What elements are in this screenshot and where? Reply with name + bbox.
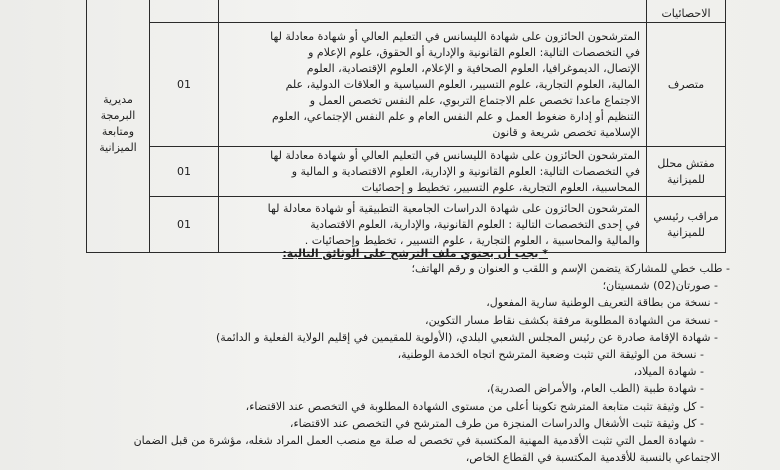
document-item: - نسخة من بطاقة التعريف الوطنية سارية المفعول، [486, 296, 718, 310]
table-row-controller [87, 197, 726, 253]
grade-cell: متصرف [647, 23, 726, 147]
grade-cell: مفتش محلل للميزانية [647, 147, 726, 197]
document-item: - صورتان(02) شمسيتان؛ [602, 279, 718, 293]
condition-line: المترشحون الحائزون على شهادة الدراسات الجامعية التطبيقية أو شهادة معادلة لها [267, 201, 640, 215]
document-item-continuation: الاجتماعي بالنسبة للأقدمية المكتسبة في القطاع الخاص، [465, 451, 720, 465]
grade-cell: مراقب رئيسي للميزانية [647, 197, 726, 253]
condition-line: والمالية والمحاسبية ، العلوم التجارية ، علوم التسيير ، تخطيط وإحصائيات . [304, 233, 640, 247]
table-row-administrator [87, 23, 726, 147]
document-item: - كل وثيقة تثبت الأشغال والدراسات المنجزة من طرف المترشح في التخصص عند الاقتضاء، [289, 416, 704, 430]
department-cell [87, 0, 150, 253]
conditions-cell-top [219, 0, 647, 23]
condition-line: في التخصصات التالية: العلوم القانونية و الإدارية، العلوم الاقتصادية و المالية و [291, 164, 640, 178]
condition-line: في إحدى التخصصات التالية : العلوم القانونية، والإدارية، العلوم الاقتصادية [310, 217, 640, 231]
condition-line: في التخصصات التالية: العلوم القانونية والإدارية أو الحقوق، علوم الإعلام و [308, 45, 640, 59]
table-row-inspector [87, 147, 726, 197]
document-item: - شهادة العمل التي تثبت الأقدمية المهنية المكتسبة في تخصص له صلة مع منصب العمل المراد شغله، مؤشرة من قبل الضمان [133, 434, 704, 448]
conditions-cell [219, 147, 647, 197]
condition-line: الإتصال، الديموغرافيا، العلوم الصحافية و الإعلام، العلوم الإقتصادية، العلوم [306, 61, 640, 75]
required-documents-list [90, 260, 730, 466]
count-cell: 01 [150, 23, 219, 147]
condition-line: المحاسبية، العلوم التجارية، علوم التسيير، تخطيط و إحصائيات [361, 180, 640, 194]
count-cell-top [150, 0, 219, 23]
document-item: - شهادة طبية (الطب العام، والأمراض الصدرية)، [486, 382, 704, 396]
count-cell: 01 [150, 147, 219, 197]
condition-line: الإسلامية تخصص شريعة و قانون [492, 125, 640, 139]
table-row-top [87, 0, 726, 23]
count-cell: 01 [150, 197, 219, 253]
document-item: - طلب خطي للمشاركة يتضمن الإسم و اللقب و العنوان و رقم الهاتف؛ [411, 262, 730, 275]
document-item: - نسخة من الوثيقة التي تثبت وضعية المترشح اتجاه الخدمة الوطنية، [397, 348, 704, 362]
condition-line: المترشحون الحائزون على شهادة الليسانس في التعليم العالي أو شهادة معادلة لها [270, 29, 640, 43]
required-documents-heading: * يجب أن يحتوي ملف الترشح على الوثائق التالية: [282, 247, 548, 260]
recruitment-table [86, 0, 726, 253]
grade-label-top: الاحصائيات [661, 6, 711, 20]
condition-line: المترشحون الحائزون على شهادة الليسانس في التعليم العالي أو شهادة معادلة لها [270, 148, 640, 162]
document-item: - كل وثيقة تثبت متابعة المترشح تكوينا أعلى من مستوى الشهادة المطلوبة في التخصص عند الاقتضاء، [245, 399, 704, 413]
conditions-cell [219, 197, 647, 253]
conditions-cell [219, 23, 647, 147]
document-item: - شهادة الميلاد، [633, 365, 704, 379]
document-item: - نسخة من الشهادة المطلوبة مرفقة بكشف نقاط مسار التكوين، [425, 313, 718, 327]
department-label: مديرية البرمجة ومتابعة الميزانية [99, 92, 137, 154]
grade-cell-top [647, 0, 726, 23]
condition-line: المالية، العلوم التجارية، علوم التسيير، العلوم السياسية و العلاقات الدولية، علم [285, 77, 640, 91]
condition-line: التنظيم أو إدارة ضغوط العمل و علم النفس العام و علم النفس الإجتماعي، العلوم [271, 109, 640, 123]
document-item: - شهادة الإقامة صادرة عن رئيس المجلس الشعبي البلدي، (الأولوية للمقيمين في إقليم الولاية الفعلية و الدائمة) [216, 330, 718, 344]
condition-line: الاجتماع ماعدا تخصص علم الاجتماع التربوي، علم النفس تخصص العمل و [309, 93, 640, 107]
